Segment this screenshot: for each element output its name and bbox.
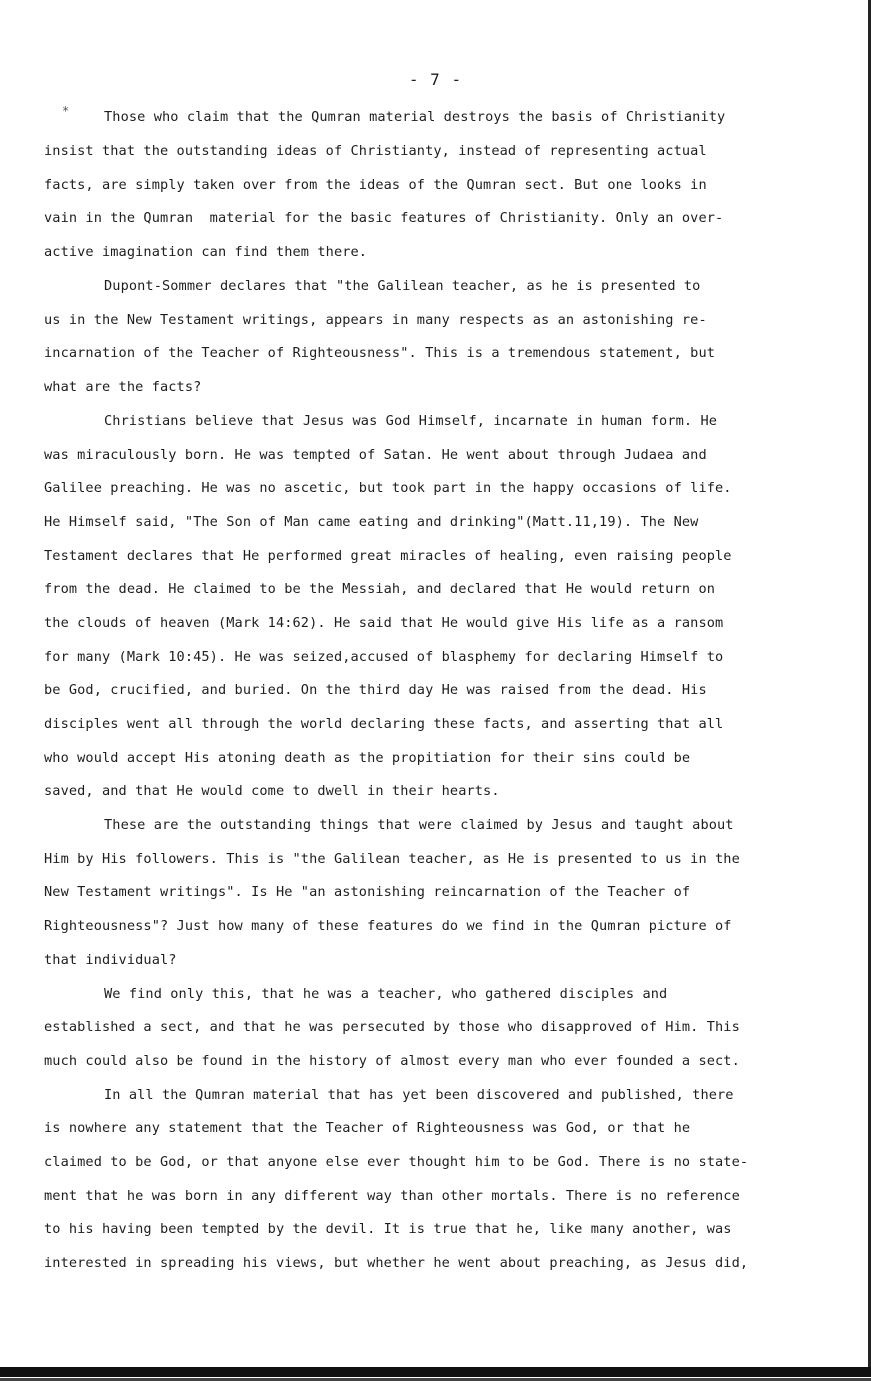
text-line: New Testament writings". Is He "an astonishing reincarnation of the Teacher of	[44, 884, 691, 900]
text-line: Those who claim that the Qumran material destroys the basis of Christianity	[104, 109, 726, 125]
text-line: from the dead. He claimed to be the Messiah, and declared that He would return on	[44, 581, 716, 597]
text-line: facts, are simply taken over from the ideas of the Qumran sect. But one looks in	[44, 177, 707, 193]
bottom-border	[0, 1367, 871, 1377]
text-line: saved, and that He would come to dwell in their hearts.	[44, 783, 500, 799]
text-line: for many (Mark 10:45). He was seized,accused of blasphemy for declaring Himself to	[44, 649, 724, 665]
text-line: us in the New Testament writings, appears in many respects as an astonishing re-	[44, 312, 707, 328]
text-line: disciples went all through the world declaring these facts, and asserting that all	[44, 716, 724, 732]
text-line: incarnation of the Teacher of Righteousness". This is a tremendous statement, but	[44, 345, 716, 361]
text-line: much could also be found in the history of almost every man who ever founded a sect.	[44, 1053, 740, 1069]
bottom-border-shadow	[0, 1378, 871, 1381]
text-line: In all the Qumran material that has yet been discovered and published, there	[104, 1087, 734, 1103]
text-line: insist that the outstanding ideas of Christianty, instead of representing actual	[44, 143, 707, 159]
text-line: was miraculously born. He was tempted of Satan. He went about through Judaea and	[44, 447, 707, 463]
text-line: Testament declares that He performed great miracles of healing, even raising people	[44, 548, 732, 564]
text-line: He Himself said, "The Son of Man came eating and drinking"(Matt.11,19). The New	[44, 514, 699, 530]
text-line: to his having been tempted by the devil. It is true that he, like many another, was	[44, 1221, 732, 1237]
margin-mark: *	[62, 104, 70, 118]
text-line: is nowhere any statement that the Teacher of Righteousness was God, or that he	[44, 1120, 691, 1136]
text-line: ment that he was born in any different way than other mortals. There is no reference	[44, 1188, 740, 1204]
text-line: We find only this, that he was a teacher, who gathered disciples and	[104, 986, 668, 1002]
text-line: These are the outstanding things that were claimed by Jesus and taught about	[104, 817, 734, 833]
text-line: vain in the Qumran material for the basic features of Christianity. Only an over-	[44, 210, 724, 226]
text-line: Galilee preaching. He was no ascetic, but took part in the happy occasions of life.	[44, 480, 732, 496]
text-line: claimed to be God, or that anyone else ever thought him to be God. There is no state-	[44, 1154, 749, 1170]
text-line: interested in spreading his views, but whether he went about preaching, as Jesus did,	[44, 1255, 749, 1271]
text-line: the clouds of heaven (Mark 14:62). He said that He would give His life as a ransom	[44, 615, 724, 631]
text-line: Dupont-Sommer declares that "the Galilean teacher, as he is presented to	[104, 278, 701, 294]
text-line: who would accept His atoning death as the propitiation for their sins could be	[44, 750, 691, 766]
text-line: Righteousness"? Just how many of these features do we find in the Qumran picture of	[44, 918, 732, 934]
text-line: Christians believe that Jesus was God Himself, incarnate in human form. He	[104, 413, 718, 429]
text-line: established a sect, and that he was persecuted by those who disapproved of Him. This	[44, 1019, 740, 1035]
text-line: active imagination can find them there.	[44, 244, 368, 260]
text-line: Him by His followers. This is "the Galilean teacher, as He is presented to us in the	[44, 851, 740, 867]
page-number: - 7 -	[408, 70, 463, 89]
text-line: be God, crucified, and buried. On the third day He was raised from the dead. His	[44, 682, 707, 698]
text-line: what are the facts?	[44, 379, 202, 395]
text-line: that individual?	[44, 952, 177, 968]
